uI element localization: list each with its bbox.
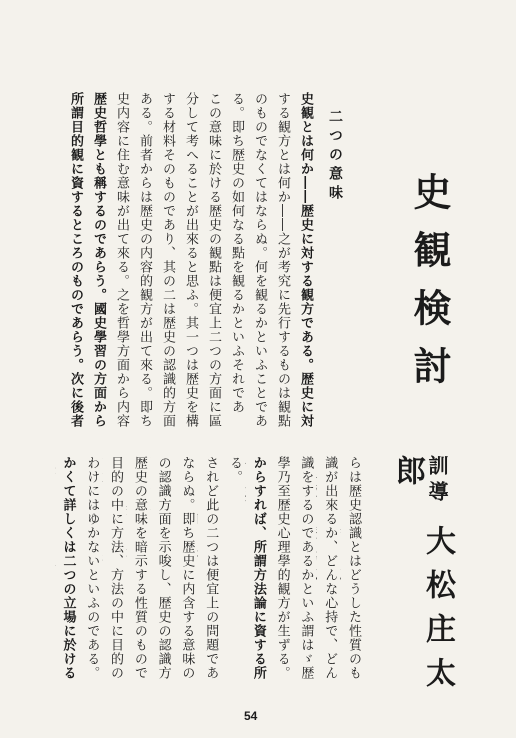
section-heading: 二つの意味 (327, 109, 343, 204)
text-column: 歴史哲學とも稱するのであらう。國史學習の方面から (91, 92, 106, 428)
text-column: わけにはゆかないといふのである。 (84, 456, 100, 680)
text-column: 目的の中に方法、方法の中に目的の (108, 456, 124, 680)
text-column: ある。前者からは歴史の内容的観方が出て來る。即ち (137, 92, 152, 428)
text-column: 史観とは何か――歴史に対する観方である。歴史に対 (298, 92, 313, 428)
author-block (390, 455, 455, 738)
text-column: かくて詳しくは二つの立場に於ける (60, 456, 76, 680)
text-column: 史内容に住む意味が出て來る。之を哲學方面から内容 (114, 92, 129, 428)
text-column: 分して考へることが出來ると思ふ。其一つは歴史を構 (183, 92, 198, 428)
text-column: ならぬ。即ち歴史に内含する意味の (179, 456, 195, 680)
text-column: らは歴史認識とはどうした性質のも (346, 456, 361, 680)
text-column: 識が出來るか、どんな心持で、どん (322, 456, 338, 680)
author-name: 大松庄太郎 (390, 455, 455, 701)
text-column: する材料そのものであり、其の二は歴史の認識的方面 (160, 92, 175, 428)
text-column: からすれば、所謂方法論に資する所 (250, 456, 266, 680)
text-column: の認識方面を示唆し、歴史の認識方 (155, 456, 171, 680)
text-column: する観方とは何か――之が考究に先行するものは観點 (275, 92, 290, 428)
text-column: この意味に於ける歴史の観點は便宜上二つの方面に區 (206, 92, 221, 428)
text-column: 學乃至歴史心理學的観方が生ずる。 (274, 456, 290, 680)
upper-text-block (46, 92, 316, 440)
text-column: 所謂目的観に資するところのものであらう。次に後者 (68, 92, 83, 428)
page-number: 54 (244, 709, 258, 723)
text-column: 識をするのであるかといふ謂はゞ歴 (298, 456, 314, 680)
text-column: 歴史の意味を暗示する性質のもので (131, 456, 147, 680)
text-column: る。 (227, 456, 243, 484)
article-title: 史観検討 (407, 172, 452, 404)
text-column: のものでなくてはならぬ。何を観るかといふことであ (252, 92, 267, 428)
author-role: 訓導 (425, 455, 449, 507)
lower-columns-final (54, 456, 364, 692)
text-column: されど此の二つは便宜上の問題であ (203, 456, 219, 680)
text-column: る。即ち歴史の如何なる點を観るかといふそれであ (229, 92, 244, 414)
